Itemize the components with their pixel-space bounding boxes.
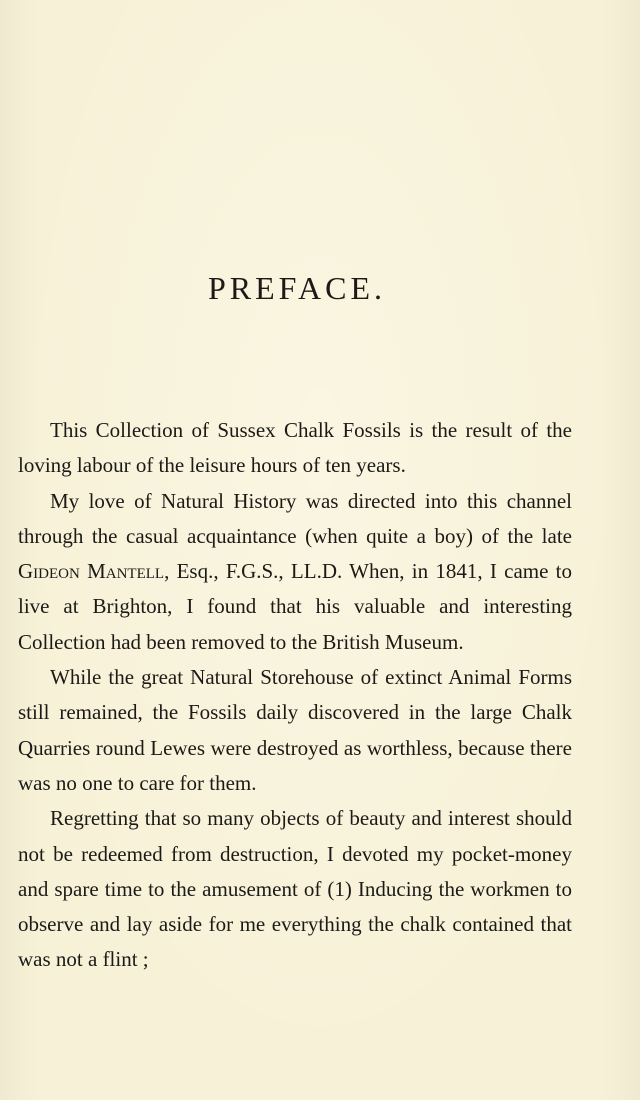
paragraph-2 xyxy=(18,484,572,660)
paragraph-2-text-before: My love of Natural History was directed into this channel through the casual acquaintance (when quite a boy) of the late xyxy=(18,488,572,548)
preface-body xyxy=(18,413,572,978)
page-title: PREFACE. xyxy=(207,270,387,306)
paragraph-1: This Collection of Sussex Chalk Fossils is the result of the loving labour of the leisure hours of ten years. xyxy=(18,418,572,478)
paragraph-2-text-after: , Esq., F.G.S., LL.D. When, in 1841, I came to live at Brighton, I found that his valuable and interesting Collection had been removed to the British Museum. xyxy=(18,559,573,654)
paragraph-4: Regretting that so many objects of beauty and interest should not be redeemed from destruction, I devoted my pocket-money and spare time to the amusement of (1) Inducing the workmen to observe and lay aside for me everything the chalk contained that was not a flint ; xyxy=(18,806,572,972)
paragraph-3: While the great Natural Storehouse of extinct Animal Forms still remained, the Fossils daily discovered in the large Chalk Quarries round Lewes were destroyed as worthless, because there was no one to care for them. xyxy=(18,665,572,795)
author-name: Gideon Mantell xyxy=(18,559,165,584)
